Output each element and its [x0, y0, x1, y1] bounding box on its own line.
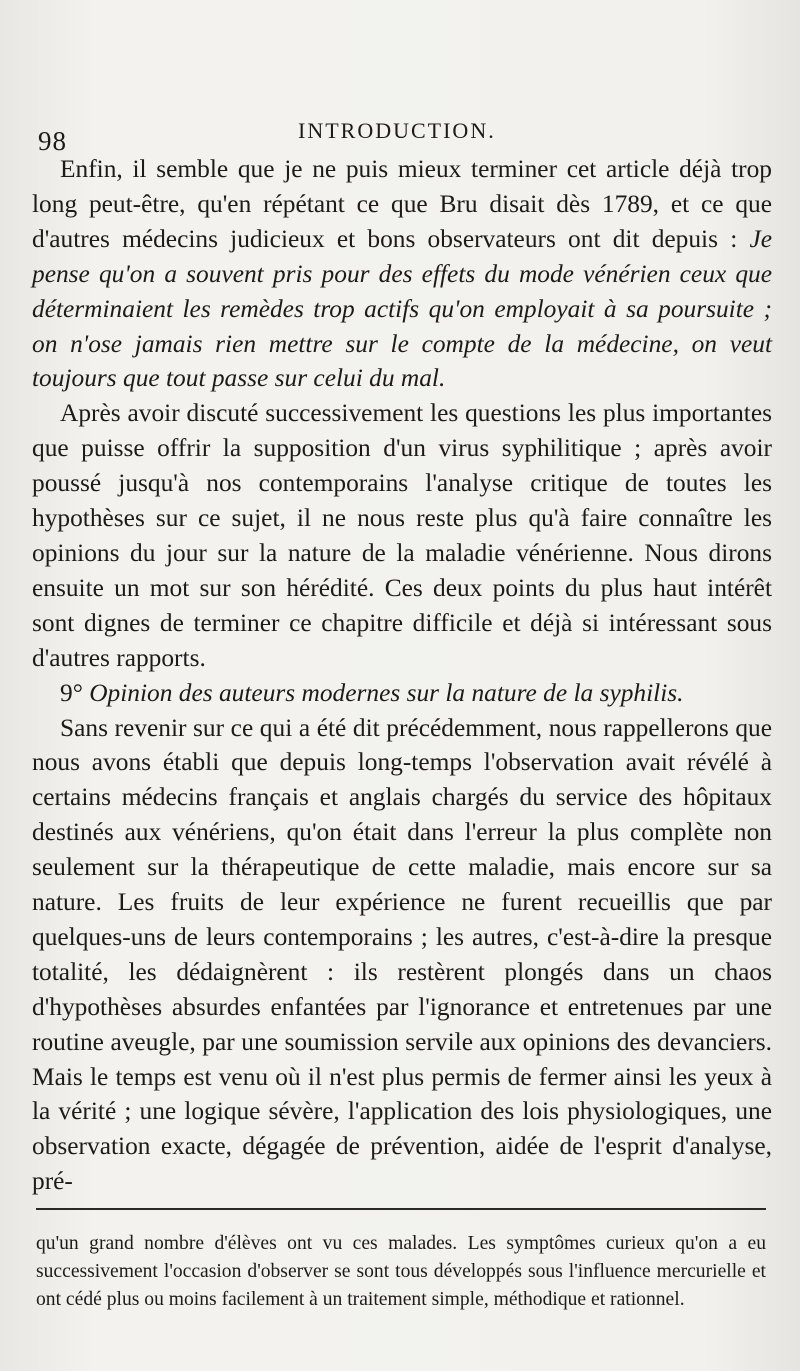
- page-header: [36, 112, 776, 156]
- paragraph-modern-opinions: Sans revenir sur ce qui a été dit précédemment, nous rappellerons que nous avons établi que depuis long-temps l'observation avait révélé à certains médecins français et anglais chargés du service des hôpitaux destinés aux vénériens, qu'on était dans l'erreur la plus complète non seulement sur la thérapeutique de cette maladie, mais encore sur sa nature. Les fruits de leur expérience ne furent recueillis que par quelques-uns de leurs contemporains ; les autres, c'est-à-dire la presque totalité, les dédaignèrent : ils restèrent plongés dans un chaos d'hypothèses absurdes enfantées par l'ignorance et entretenues par une routine aveugle, par une soumission servile aux opinions des devanciers. Mais le temps est venu où il n'est plus permis de fermer ainsi les yeux à la vérité ; une logique sévère, l'application des lois physiologiques, une observation exacte, dégagée de prévention, aidée de l'esprit d'analyse, pré-: [32, 713, 772, 1196]
- footnote-divider: [36, 1208, 766, 1210]
- page-number: 98: [38, 126, 67, 156]
- section-heading: [32, 676, 772, 711]
- section-title: Opinion des auteurs modernes sur la nature de la syphilis.: [89, 678, 684, 707]
- paragraph-transition: Après avoir discuté successivement les questions les plus importantes que puisse offrir la supposition d'un virus syphilitique ; après avoir poussé jusqu'à nos contemporains l'analyse critique de toutes les hypothèses sur ce sujet, il ne nous reste plus qu'à faire connaître les opinions du jour sur la nature de la maladie vénérienne. Nous dirons ensuite un mot sur son hérédité. Ces deux points du plus haut intérêt sont dignes de terminer ce chapitre difficile et déjà si intéressant sous d'autres rapports.: [32, 399, 772, 672]
- running-title: INTRODUCTION.: [298, 118, 496, 143]
- section-number: 9°: [60, 678, 83, 707]
- quotation-bru: Je pense qu'on a souvent pris pour des effets du mode vénérien ceux que déterminaient les remèdes trop actifs qu'on employait à sa poursuite ; on n'ose jamais rien mettre sur le compte de la médecine, on veut toujours que tout passe sur celui du mal.: [32, 224, 772, 393]
- footnote: qu'un grand nombre d'élèves ont vu ces malades. Les symptômes curieux qu'on a eu successivement l'occasion d'observer se sont tous développés sous l'influence mercurielle et ont cédé plus ou moins facilement à un traitement simple, méthodique et rationnel.: [36, 1233, 766, 1310]
- paragraph-conclusion-text: Enfin, il semble que je ne puis mieux terminer cet article déjà trop long peut-être, qu'en répétant ce que Bru disait dès 1789, et ce que d'autres médecins judicieux et bons observateurs ont dit depuis :: [32, 155, 772, 253]
- main-text: [32, 152, 772, 1199]
- paragraph-conclusion: [32, 152, 772, 396]
